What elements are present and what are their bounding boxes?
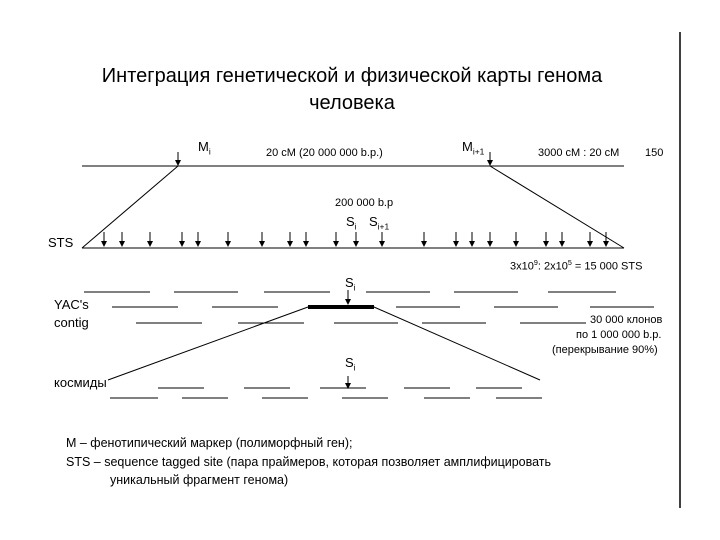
marker-mi1-label: $M_{i+1}$ <box>462 139 485 157</box>
legend-line3: уникальный фрагмент генома) <box>110 473 289 487</box>
yac-note-line2: по 1 000 000 b.p. <box>576 329 662 341</box>
sts-arrow-head <box>225 241 231 247</box>
scale-ratio-value: 150 <box>645 147 664 159</box>
sts-arrow-group <box>101 232 609 247</box>
legend-line2: STS – sequence tagged site (пара праймеров, которая позволяет амплифицировать <box>66 455 552 469</box>
scale-ratio-label: 3000 сМ : 20 сМ <box>538 147 620 159</box>
cosmid-si-label: $S_i$ <box>345 355 356 373</box>
sts-spacing-label: 200 000 b.p <box>335 197 394 209</box>
cosmid-row-label: космиды <box>54 375 107 390</box>
zoom-line-cosmid-right <box>374 307 540 380</box>
sts-arrow-head <box>259 241 265 247</box>
sts-arrow-head <box>487 241 493 247</box>
sts-arrow-head <box>469 241 475 247</box>
sts-row-label: STS <box>48 235 74 250</box>
sts-arrow-head <box>603 241 609 247</box>
sts-arrow-head <box>559 241 565 247</box>
yac-label-line1: YAC's <box>54 297 89 312</box>
sts-arrow-head <box>179 241 185 247</box>
diagram-title-line1: Интеграция генетической и физической карты генома <box>101 65 603 87</box>
yac-note-line3: (перекрывание 90%) <box>552 344 658 356</box>
sts-count-label: $3x10^9$: $2x10^5 = 15$ 000 STS <box>510 259 643 273</box>
sts-arrow-head <box>333 241 339 247</box>
marker-mi-label: $M_i$ <box>198 139 211 157</box>
sts-arrow-head <box>303 241 309 247</box>
zoom-line-left <box>82 166 178 248</box>
sts-arrow-head <box>513 241 519 247</box>
sts-arrow-head <box>287 241 293 247</box>
yac-note-line1: 30 000 клонов <box>590 314 663 326</box>
sts-arrow-head <box>379 241 385 247</box>
sts-arrow-head <box>353 241 359 247</box>
sts-si1-label: $S_{i+1}$ <box>369 214 390 232</box>
sts-arrow-head <box>587 241 593 247</box>
scale-top-label: 20 сМ (20 000 000 b.p.) <box>266 147 383 159</box>
zoom-line-right <box>490 166 624 248</box>
diagram-title-line2: человека <box>309 92 395 114</box>
sts-arrow-head <box>119 241 125 247</box>
sts-arrow-head <box>421 241 427 247</box>
sts-arrow-head <box>195 241 201 247</box>
sts-arrow-head <box>147 241 153 247</box>
sts-arrow-head <box>101 241 107 247</box>
sts-arrow-head <box>453 241 459 247</box>
sts-arrow-head <box>543 241 549 247</box>
legend-line1: M – фенотипический маркер (полиморфный ген); <box>66 436 353 450</box>
sts-si-label: $S_i$ <box>346 214 357 232</box>
zoom-line-cosmid-left <box>108 307 308 380</box>
yac-si-label: $S_i$ <box>345 275 356 293</box>
yac-label-line2: contig <box>54 315 89 330</box>
